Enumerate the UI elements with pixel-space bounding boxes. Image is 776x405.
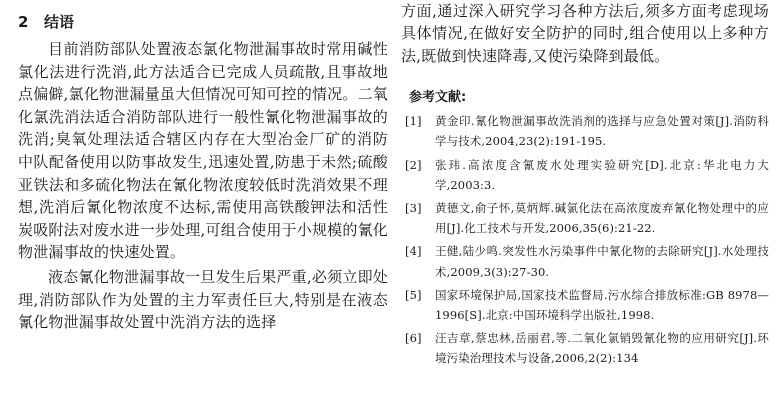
reference-number: [5] bbox=[405, 287, 422, 302]
reference-item bbox=[401, 328, 769, 368]
reference-text: 汪吉章,蔡忠林,岳丽君,等.二氧化氯销毁氰化物的应用研究[J].环境污染治理技术与设备,2006,2(2):134 bbox=[435, 331, 769, 366]
left-column bbox=[18, 10, 388, 334]
reference-list bbox=[397, 111, 769, 368]
right-column bbox=[397, 0, 769, 372]
references-heading: 参考文献: bbox=[409, 90, 467, 106]
reference-item bbox=[401, 285, 769, 325]
conclusion-paragraph-1: 目前消防部队处置液态氯化物泄漏事故时常用碱性氯化法进行洗消,此方法适合已完成人员疏散,且事故地点偏僻,氯化物泄漏量虽大但情况可知可控的情况。二氧化氯洗消法适合消防部队进行一般性氰化物泄漏事故的洗消;臭氧处理法适合辖区内存在大型冶金厂矿的消防中队配备使用以防事故发生,迅速处置,防患于未然;硫酸亚铁法和多硫化物法在氰化物浓度较低时洗消效果不理想,洗消后氰化物浓度不达标,需使用高铁酸钾法和活性炭吸附法对废水进一步处理,可组合使用于小规模的氰化物泄漏事故的快速处置。 bbox=[18, 40, 388, 262]
reference-number: [6] bbox=[405, 331, 422, 346]
section-heading bbox=[18, 10, 388, 34]
conclusion-continuation: 方面,通过深入研究学习各种方法后,须多方面考虑现场具体情况,在做好安全防护的同时,组合使用以上多种方法,既做到快速降毒,又使污染降到最低。 bbox=[401, 2, 769, 65]
reference-item bbox=[401, 241, 769, 281]
reference-text: 王健,陆少鸣.突发性水污染事件中氰化物的去除研究[J].水处理技术,2009,3(3):27-30. bbox=[435, 244, 769, 279]
reference-text: 国家环境保护局,国家技术监督局.污水综合排放标准:GB 8978—1996[S].北京:中国环境科学出版社,1998. bbox=[435, 287, 769, 323]
reference-text: 黄德文,俞子怀,莫炳辉.碱氯化法在高浓度废弃氰化物处理中的应用[J].化工技术与开发,2006,35(6):21-22. bbox=[435, 201, 769, 236]
reference-item bbox=[401, 198, 769, 238]
reference-number: [3] bbox=[405, 201, 422, 216]
reference-text: 张玮.高浓度含氰废水处理实验研究[D].北京:华北电力大学,2003:3. bbox=[435, 157, 769, 192]
reference-item bbox=[401, 111, 769, 151]
section-title: 结语 bbox=[44, 13, 75, 31]
reference-item bbox=[401, 155, 769, 195]
reference-number: [1] bbox=[405, 114, 422, 129]
reference-number: [4] bbox=[405, 244, 422, 259]
conclusion-paragraph-2: 液态氰化物泄漏事故一旦发生后果严重,必须立即处理,消防部队作为处置的主力军责任巨大,特别是在液态氰化物泄漏事故处置中洗消方法的选择 bbox=[18, 267, 388, 332]
section-number: 2 bbox=[18, 13, 29, 31]
reference-number: [2] bbox=[405, 157, 422, 172]
reference-text: 黄金印.氰化物泄漏事故洗消剂的选择与应急处置对策[J].消防科学与技术,2004,23(2):191-195. bbox=[435, 114, 769, 149]
